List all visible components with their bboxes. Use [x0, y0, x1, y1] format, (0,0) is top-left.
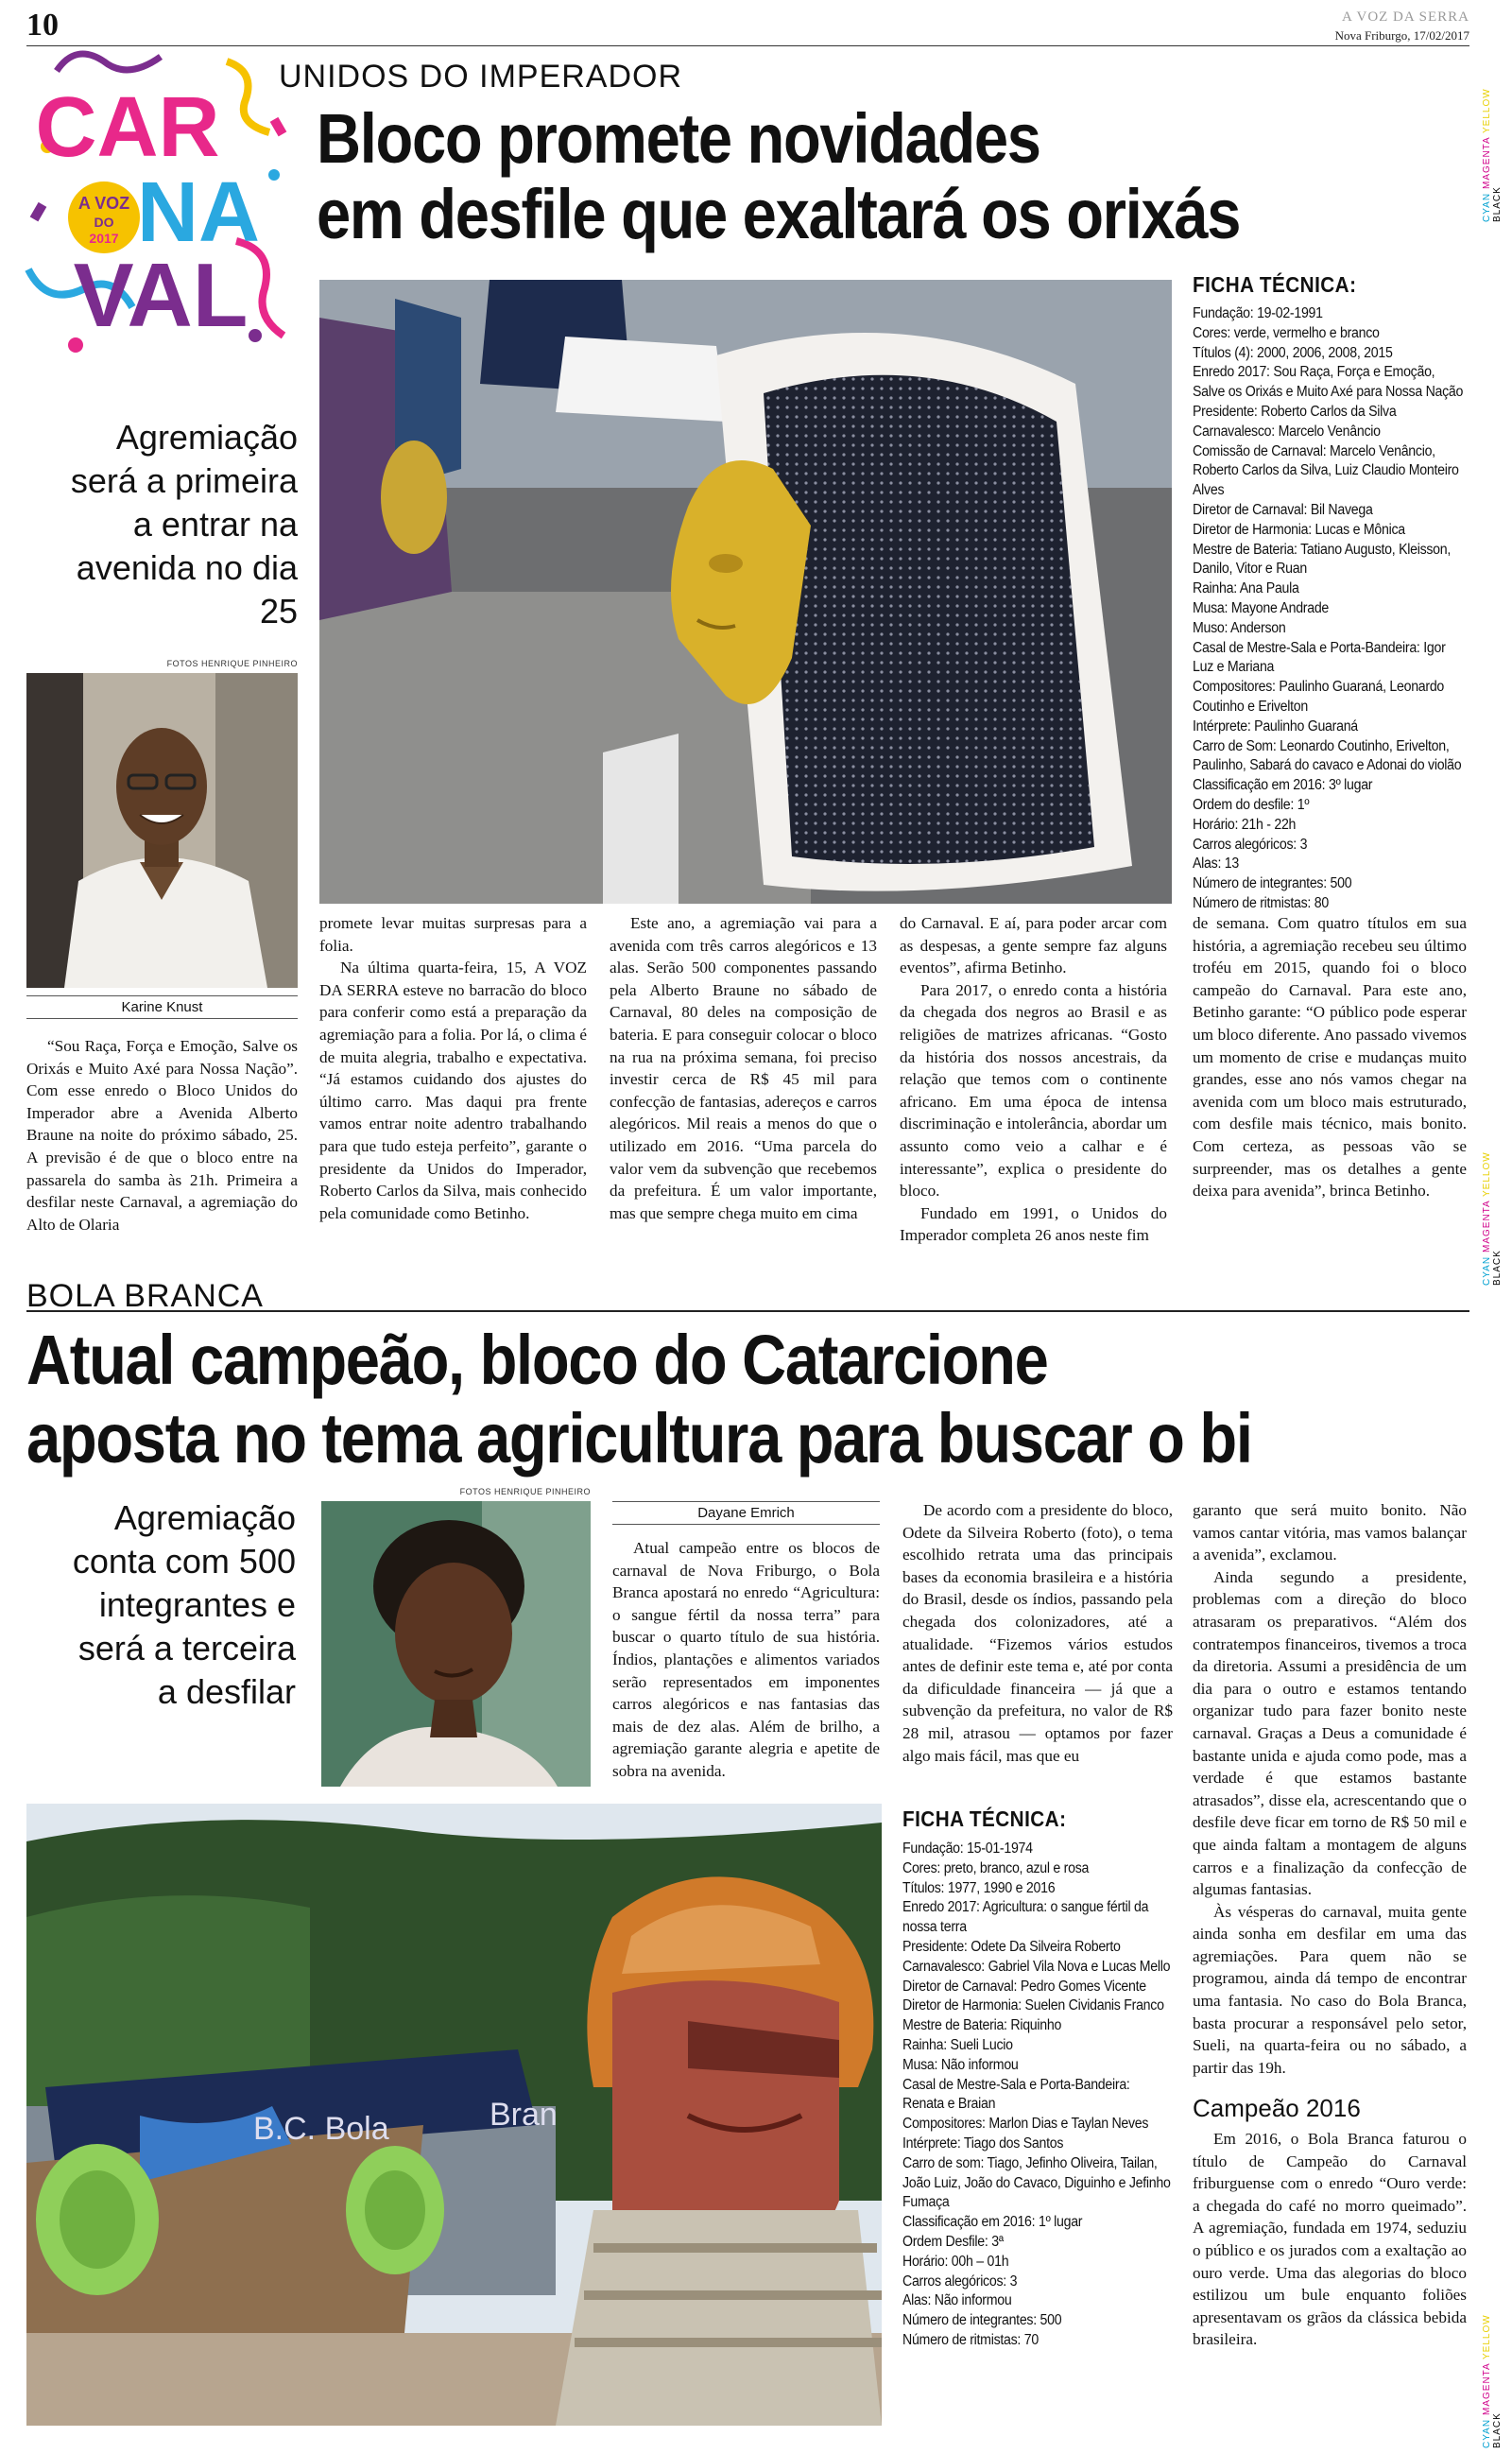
- carnaval-logo-art: [19, 33, 302, 392]
- article1-column-5: [1193, 912, 1467, 1202]
- ficha1-item: Casal de Mestre-Sala e Porta-Bandeira: Igor Luz e Mariana: [1193, 639, 1446, 676]
- article2-column-1: [612, 1537, 880, 1783]
- article2-deck: Agremiação conta com 500 integrantes e será a terceira a desfilar: [72, 1498, 296, 1711]
- ficha2-item: Compositores: Marlon Dias e Taylan Neves: [902, 2116, 1149, 2133]
- ficha1-item: Carnavalesco: Marcelo Venâncio: [1193, 423, 1381, 440]
- ficha2-item: Rainha: Sueli Lucio: [902, 2036, 1013, 2053]
- article1-col4-p3: Fundado em 1991, o Unidos do Imperador completa 26 anos neste fim: [900, 1203, 1167, 1245]
- publication-name: A VOZ DA SERRA: [1342, 9, 1469, 25]
- article1-ficha-list: [1193, 304, 1467, 914]
- article2-headline-line1: Atual campeão, bloco do Catarcione: [26, 1321, 1048, 1399]
- ficha1-item: Número de ritmistas: 80: [1193, 894, 1329, 911]
- article2-col1-text: Atual campeão entre os blocos de carnaval de Nova Friburgo, o Bola Branca apostará no enredo “Agricultura: o sangue fértil da nossa terra” para buscar o quarto título de sua história. Índios, plantações e alimentos variados serão representados em imponentes carros alegóricos e nas fantasias das mais de dez alas. Além de brilho, a agremiação garante alegria e apetite de sobra na avenida.: [612, 1539, 880, 1780]
- bloco-sign-left: B.C. Bola: [253, 2111, 389, 2147]
- ficha1-item: Carros alegóricos: 3: [1193, 836, 1308, 853]
- ficha1-item: Muso: Anderson: [1193, 619, 1286, 636]
- article1-headline-line2: em desfile que exaltará os orixás: [317, 175, 1241, 253]
- ficha1-item: Musa: Mayone Andrade: [1193, 599, 1330, 616]
- page-number: 10: [26, 8, 59, 43]
- article1-col4-p1: do Carnaval. E aí, para poder arcar com as despesas, a gente sempre faz alguns eventos”, afirma Betinho.: [900, 914, 1167, 977]
- ficha2-item: Diretor de Harmonia: Suelen Cividanis Franco: [902, 1997, 1164, 2014]
- ficha1-item: Enredo 2017: Sou Raça, Força e Emoção, Salve os Orixás e Muito Axé para Nossa Nação: [1193, 364, 1464, 401]
- ficha2-item: Mestre de Bateria: Riquinho: [902, 2017, 1062, 2034]
- article1-col4-p2: Para 2017, o enredo conta a história da chegada dos negros ao Brasil e as religiões de matrizes africanas. “Gosto da história dos nossos ancestrais, da relação que temos com o continente africano. Em uma época de intensa discriminação e intolerância, abordar um assunto como veio a calhar e é interessante”, explica o presidente do bloco.: [900, 980, 1167, 1201]
- article2-col3-p2: Ainda segundo a presidente, problemas com a direção do bloco atrasaram os preparativos. “Além dos contratempos financeiros, tivemos a troca da diretoria. Assumi a presidência de um dia para o outro e estamos tentando organizar tudo para fazer bonito neste carnaval. Graças a Deus a comunidade é bastante unida e ajuda como pode, mas a verdade é que estamos bastante atrasados”, disse ela, acrescentando que o desfile deve ficar em torno de R$ 50 mil e que ainda faltam a montagem de alguns carros e a finalização da confecção de algumas fantasias.: [1193, 1567, 1467, 1899]
- logo-text-val: VAL: [73, 245, 249, 346]
- ficha2-item: Horário: 00h – 01h: [902, 2253, 1009, 2270]
- article1-column-2: [319, 912, 587, 1224]
- article1-col1-text: “Sou Raça, Força e Emoção, Salve os Orixás e Muito Axé para Nossa Nação”. Com esse enredo o Bloco Unidos do Imperador abre a Avenida Alberto Braune na noite do próximo sábado, 25. A previsão é de que o bloco entre na passarela do samba às 21h. Primeira a desfilar neste Carnaval, a agremiação do Alto de Olaria: [26, 1037, 298, 1234]
- ficha1-item: Presidente: Roberto Carlos da Silva: [1193, 403, 1397, 420]
- logo-badge-2: DO: [94, 215, 114, 230]
- article2-section-label: BOLA BRANCA: [26, 1278, 264, 1314]
- ficha1-item: Diretor de Harmonia: Lucas e Mônica: [1193, 521, 1405, 538]
- logo-badge-3: 2017: [89, 231, 119, 246]
- ficha1-item: Número de integrantes: 500: [1193, 875, 1352, 892]
- ficha2-item: Fundação: 15-01-1974: [902, 1840, 1033, 1857]
- article2-col3-p4: Em 2016, o Bola Branca faturou o título de Campeão do Carnaval friburguense com o enredo “Ouro verde: a chegada do café no morro queimado”. A agremiação, fundada em 1974, seduziu o público e os jurados com a exaltação ao ouro verde. Uma das alegorias do bloco estilizou um bule enquanto foliões apresentavam os grãos da clássica bebida brasileira.: [1193, 2130, 1467, 2349]
- article1-column-4: [900, 912, 1167, 1247]
- ficha2-item: Ordem Desfile: 3ª: [902, 2233, 1004, 2250]
- ficha2-item: Títulos: 1977, 1990 e 2016: [902, 1879, 1056, 1896]
- ficha1-item: Alas: 13: [1193, 855, 1239, 873]
- article1-photo-credit: FOTOS HENRIQUE PINHEIRO: [166, 659, 298, 668]
- ficha2-item: Carnavalesco: Gabriel Vila Nova e Lucas Mello: [902, 1958, 1171, 1975]
- ficha2-item: Alas: Não informou: [902, 2292, 1012, 2309]
- article1-main-photo: [319, 280, 1172, 904]
- article2-col3-p1: garanto que será muito bonito. Não vamos cantar vitória, mas vamos balançar a avenida”, exclamou.: [1193, 1501, 1467, 1564]
- logo-text-na: NA: [137, 165, 260, 260]
- article2-main-photo: [26, 1804, 882, 2426]
- carnaval-logo: [19, 33, 302, 392]
- ficha1-item: Ordem do desfile: 1º: [1193, 796, 1310, 813]
- ficha2-item: Intérprete: Tiago dos Santos: [902, 2134, 1064, 2152]
- ficha2-item: Diretor de Carnaval: Pedro Gomes Vicente: [902, 1978, 1146, 1995]
- ficha1-item: Diretor de Carnaval: Bil Navega: [1193, 501, 1373, 518]
- ficha1-item: Intérprete: Paulinho Guaraná: [1193, 717, 1358, 734]
- article2-ficha-list: [902, 1840, 1177, 2351]
- logo-badge-1: A VOZ: [77, 194, 130, 213]
- ficha1-item: Comissão de Carnaval: Marcelo Venâncio, Roberto Carlos da Silva, Luiz Claudio Monteiro Alves: [1193, 442, 1459, 499]
- article1-column-3: [610, 912, 877, 1224]
- article1-deck: Agremiação será a primeira a entrar na avenida no dia 25: [70, 418, 298, 631]
- ficha2-item: Classificação em 2016: 1º lugar: [902, 2214, 1083, 2231]
- ficha1-item: Rainha: Ana Paula: [1193, 580, 1299, 597]
- article1-column-1: [26, 1035, 298, 1236]
- ficha2-item: Cores: preto, branco, azul e rosa: [902, 1859, 1090, 1876]
- article2-column-2: [902, 1499, 1173, 1767]
- logo-text-car: CAR: [35, 80, 220, 175]
- article1-byline: Karine Knust: [26, 995, 298, 1019]
- article2-portrait-photo: [321, 1501, 591, 1787]
- article2-col2-text: De acordo com a presidente do bloco, Odete da Silveira Roberto (foto), o tema escolhido retrata uma das principais bases da economia brasileira e a história do Brasil, desde os índios, passando pela chegada dos colonizadores, até a atualidade. “Fizemos vários estudos antes de definir este tema e, até por conta da dificuldade financeira — já que a subvenção da prefeitura, no valor de R$ 28 mil, atrasou — optamos por fazer algo mais fácil, mas que eu: [902, 1501, 1173, 1765]
- ficha2-item: Enredo 2017: Agricultura: o sangue fértil da nossa terra: [902, 1899, 1149, 1936]
- article2-column-3: [1193, 1499, 1467, 2351]
- bloco-sign-right: Bran: [490, 2097, 558, 2133]
- ficha2-item: Número de integrantes: 500: [902, 2312, 1062, 2329]
- ficha1-item: Classificação em 2016: 3º lugar: [1193, 777, 1373, 794]
- article2-headline-line2: aposta no tema agricultura para buscar o bi: [26, 1399, 1252, 1478]
- ficha2-item: Presidente: Odete Da Silveira Roberto: [902, 1938, 1121, 1955]
- ficha1-item: Compositores: Paulinho Guaraná, Leonardo Coutinho e Erivelton: [1193, 679, 1445, 715]
- article1-headline-line1: Bloco promete novidades: [317, 99, 1040, 178]
- publication-date: Nova Friburgo, 17/02/2017: [1334, 28, 1469, 43]
- ficha1-item: Títulos (4): 2000, 2006, 2008, 2015: [1193, 344, 1393, 361]
- article1-portrait-photo: [26, 673, 298, 988]
- article1-col5-text: de semana. Com quatro títulos em sua história, a agremiação recebeu seu último troféu em 2015, quando foi o bloco campeão do Carnaval. Para este ano, Betinho garante: “O público pode esperar um bloco diferente. Ano passado vivemos um momento de crise e mudanças muito grandes, esse ano nós vamos chegar na avenida com um bloco mais estruturado, com desfile mais técnico, mais bonito. Com certeza, as pessoas vão se surpreender, mas os detalhes a gente deixa para avenida”, brinca Betinho.: [1193, 914, 1467, 1201]
- article1-col2-p2: Na última quarta-feira, 15, A VOZ DA SERRA esteve no barracão do bloco para conferir como está a preparação da agremiação para a folia. Por lá, o clima é de muita alegria, trabalho e expectativa. “Já estamos cuidando dos ajustes do último carro. Mas daqui pra frente vamos entrar noite adentro trabalhando para que tudo esteja perfeito”, garante o presidente da Unidos do Imperador, Roberto Carlos da Silva, mais conhecido pela comunidade como Betinho.: [319, 959, 587, 1222]
- cmyk-mark-bottom: CYAN MAGENTA YELLOW BLACK: [1482, 2313, 1503, 2448]
- article1-col3-text: Este ano, a agremiação vai para a avenida com três carros alegóricos e 13 alas. Serão 500 componentes passando pela Alberto Braune no sábado de Carnaval, 80 deles na composição de bateria. E para conseguir colocar o bloco na rua na próxima semana, foi preciso investir cerca de R$ 45 mil para confecção de fantasias, adereços e carros alegóricos. Mil reais a menos do que o utilizado em 2016. “Uma parcela do valor vem da subvenção que recebemos da prefeitura. É um valor importante, mas que sempre chega muito em cima: [610, 914, 877, 1222]
- ficha2-item: Musa: Não informou: [902, 2056, 1019, 2073]
- ficha1-item: Fundação: 19-02-1991: [1193, 305, 1323, 321]
- ficha2-item: Carros alegóricos: 3: [902, 2273, 1018, 2290]
- ficha2-item: Casal de Mestre-Sala e Porta-Bandeira: Renata e Braian: [902, 2076, 1130, 2113]
- ficha1-item: Horário: 21h - 22h: [1193, 816, 1297, 833]
- cmyk-mark-top: CYAN MAGENTA YELLOW BLACK: [1482, 87, 1503, 222]
- article2-photo-credit: FOTOS HENRIQUE PINHEIRO: [459, 1487, 591, 1496]
- article1-ficha-title: FICHA TÉCNICA:: [1193, 272, 1357, 297]
- article2-byline: Dayane Emrich: [612, 1501, 880, 1525]
- article2-ficha-title: FICHA TÉCNICA:: [902, 1806, 1067, 1831]
- ficha1-item: Cores: verde, vermelho e branco: [1193, 324, 1380, 341]
- cmyk-mark-middle: CYAN MAGENTA YELLOW BLACK: [1482, 1150, 1503, 1286]
- article2-subhead: Campeão 2016: [1193, 2094, 1361, 2123]
- ficha1-item: Mestre de Bateria: Tatiano Augusto, Kleisson, Danilo, Vitor e Ruan: [1193, 541, 1452, 578]
- ficha1-item: Carro de Som: Leonardo Coutinho, Erivelton, Paulinho, Sabará do cavaco e Adonai do violão: [1193, 737, 1462, 774]
- article1-section-label: UNIDOS DO IMPERADOR: [279, 59, 683, 95]
- ficha2-item: Número de ritmistas: 70: [902, 2331, 1039, 2348]
- ficha2-item: Carro de som: Tiago, Jefinho Oliveira, Tailan, João Luiz, João do Cavaco, Diguinho e Jefinho Fumaça: [902, 2154, 1171, 2211]
- article2-col3-p3: Às vésperas do carnaval, muita gente ainda sonha em desfilar em uma das agremiações. Para quem não se programou, ainda dá tempo de encontrar uma fantasia. No caso do Bola Branca, basta procurar a responsável pelo setor, Sueli, na quarta-feira ou no sábado, a partir das 19h.: [1193, 1902, 1467, 2077]
- article1-col2-p1: promete levar muitas surpresas para a folia.: [319, 914, 587, 955]
